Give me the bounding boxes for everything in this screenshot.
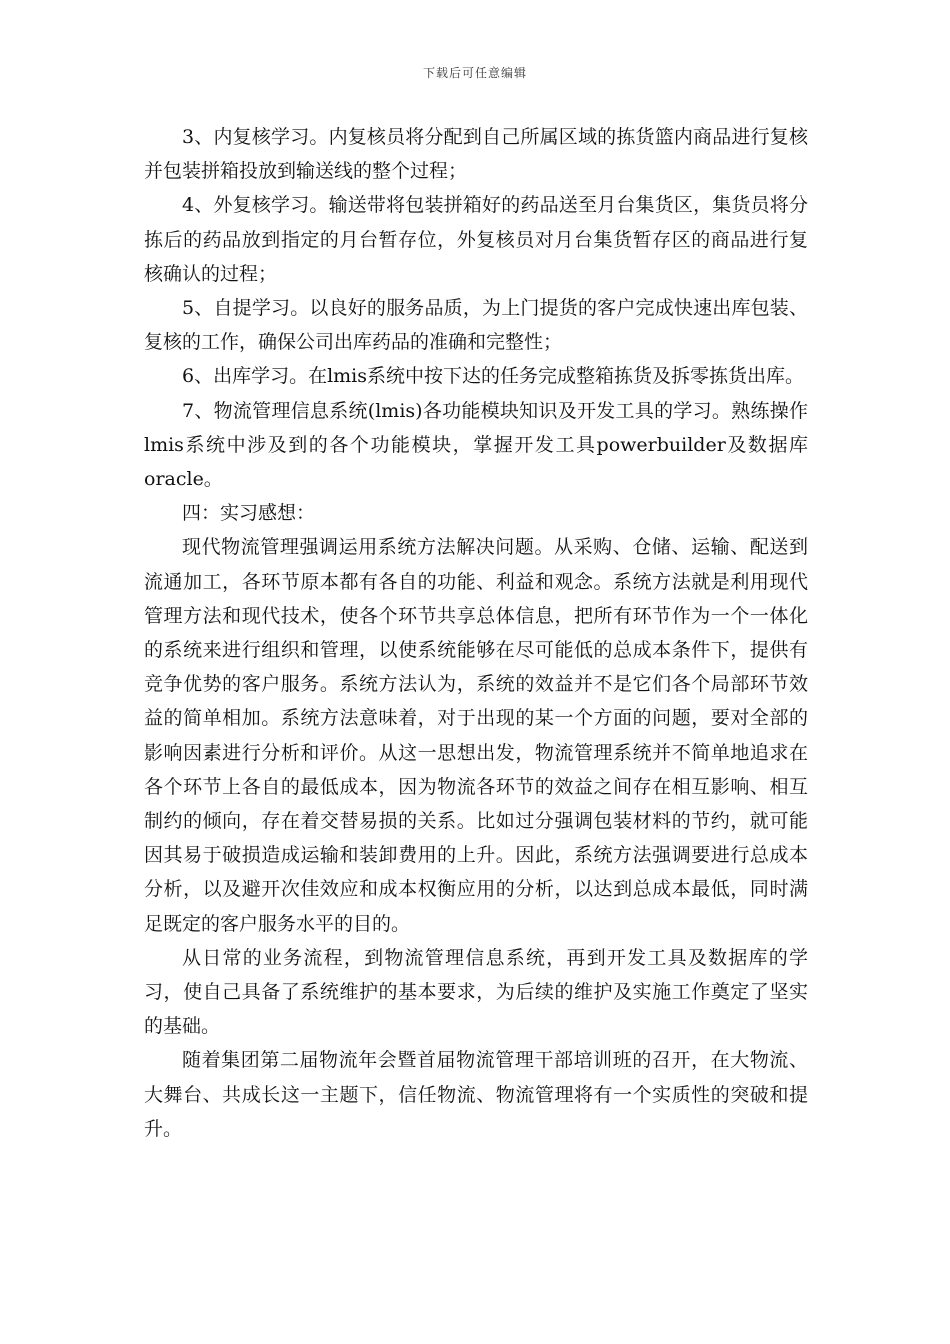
paragraph-inner-review: 3、内复核学习。内复核员将分配到自己所属区域的拣货篮内商品进行复核并包装拼箱投放到输送线的整个过程； [144, 126, 808, 183]
page-header: 下载后可任意编辑 [422, 66, 527, 80]
paragraph-conclusion: 随着集团第二届物流年会暨首届物流管理干部培训班的召开，在大物流、大舞台、共成长这一主题下，信任物流、物流管理将有一个实质性的突破和提升。 [144, 1049, 808, 1140]
document-body [144, 120, 808, 1146]
section-heading-reflections: 四：实习感想： [182, 502, 316, 525]
paragraph-outer-review: 4、外复核学习。输送带将包装拼箱好的药品送至月台集货区，集货员将分拣后的药品放到指定的月台暂存位，外复核员对月台集货暂存区的商品进行复核确认的过程； [144, 194, 808, 285]
paragraph-self-pickup: 5、自提学习。以良好的服务品质，为上门提货的客户完成快速出库包装、复核的工作，确保公司出库药品的准确和完整性； [144, 297, 808, 354]
paragraph-outbound: 6、出库学习。在lmis系统中按下达的任务完成整箱拣货及拆零拣货出库。 [182, 365, 805, 388]
paragraph-lmis: 7、物流管理信息系统(lmis)各功能模块知识及开发工具的学习。熟练操作lmis系统中涉及到的各个功能模块，掌握开发工具powerbuilder及数据库oracle。 [144, 399, 808, 491]
paragraph-system-method: 现代物流管理强调运用系统方法解决问题。从采购、仓储、运输、配送到流通加工，各环节原本都有各自的功能、利益和观念。系统方法就是利用现代管理方法和现代技术，使各个环节共享总体信息，把所有环节作为一个一体化的系统来进行组织和管理，以使系统能够在尽可能低的总成本条件下，提供有竞争优势的客户服务。系统方法认为，系统的效益并不是它们各个局部环节效益的简单相加。系统方法意味着，对于出现的某一个方面的问题，要对全部的影响因素进行分析和评价。从这一思想出发，物流管理系统并不简单地追求在各个环节上各自的最低成本，因为物流各环节的效益之间存在相互影响、相互制约的倾向，存在着交替易损的关系。比如过分强调包装材料的节约，就可能因其易于破损造成运输和装卸费用的上升。因此，系统方法强调要进行总成本分析，以及避开次佳效应和成本权衡应用的分析，以达到总成本最低，同时满足既定的客户服务水平的目的。 [144, 536, 808, 935]
paragraph-learning-summary: 从日常的业务流程，到物流管理信息系统，再到开发工具及数据库的学习，使自己具备了系统维护的基本要求，为后续的维护及实施工作奠定了坚实的基础。 [144, 946, 808, 1038]
